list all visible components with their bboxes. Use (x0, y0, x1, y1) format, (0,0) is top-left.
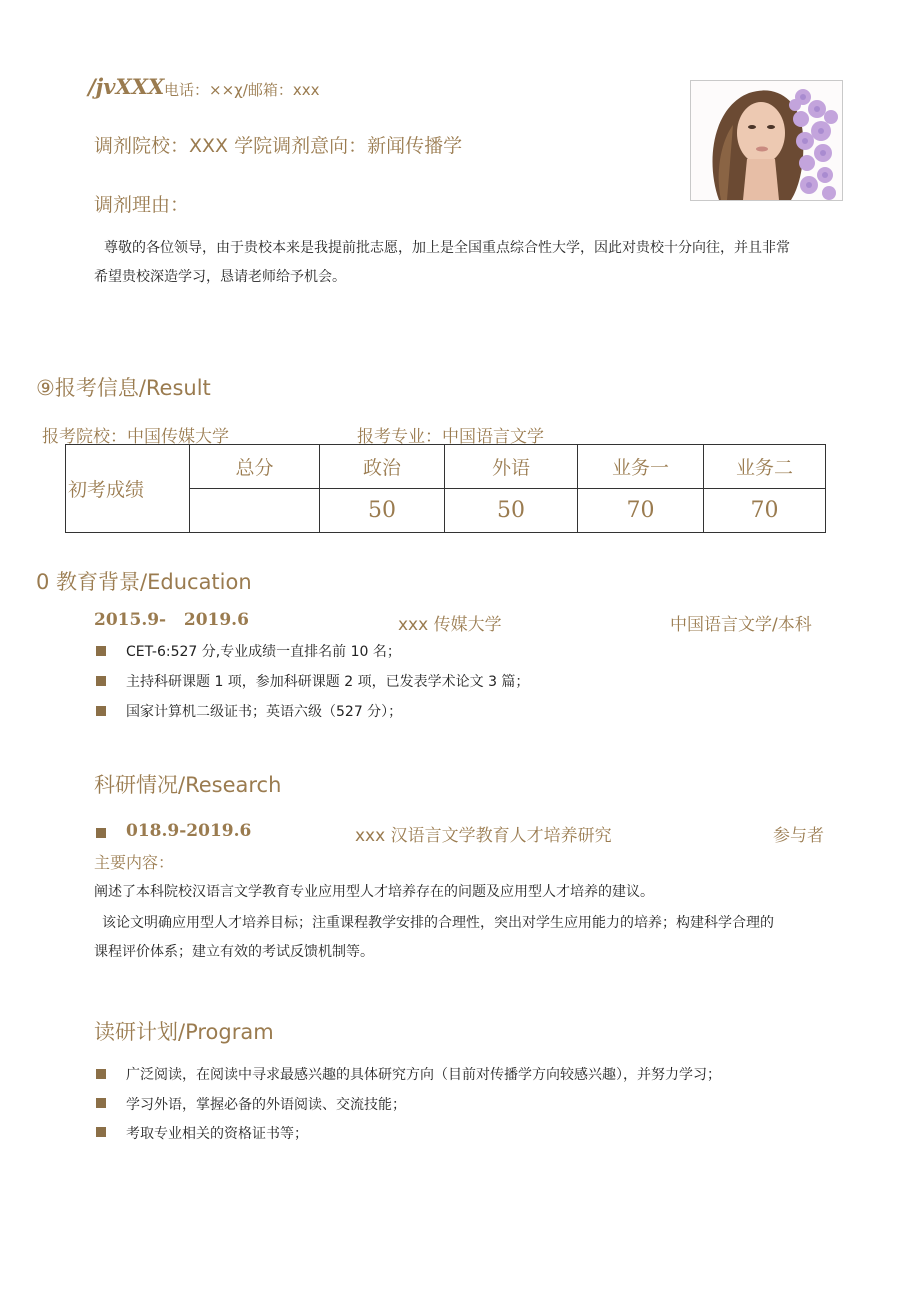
education-school: xxx 传媒大学 (398, 615, 502, 635)
research-text-2: 该论文明确应用型人才培养目标；注重课程教学安排的合理性，突出对学生应用能力的培养；构建科学合理的 (102, 915, 774, 931)
research-content-label: 主要内容： (94, 853, 175, 872)
bullet-icon (96, 706, 106, 716)
bullet-icon (96, 1098, 106, 1108)
candidate-name: /jvXXX (88, 74, 165, 99)
transfer-reason-text-1: 尊敬的各位领导，由于贵校本来是我提前批志愿，加上是全国重点综合性大学，因此对贵校十分向往，并且非常 (104, 240, 790, 256)
research-project: xxx 汉语言文学教育人才培养研究 (355, 826, 612, 846)
score-row-label: 初考成绩 (66, 445, 190, 533)
score-header-subject-2: 业务二 (704, 445, 826, 489)
exam-major: 报考专业：中国语言文学 (357, 427, 544, 447)
education-degree: 中国语言文学/本科 (670, 615, 812, 635)
bullet-icon (96, 676, 106, 686)
program-item: 广泛阅读，在阅读中寻求最感兴趣的具体研究方向（目前对传播学方向较感兴趣），并努力学习； (126, 1067, 721, 1083)
program-item: 考取专业相关的资格证书等； (126, 1126, 308, 1142)
research-text-1: 阐述了本科院校汉语言文学教育专业应用型人才培养存在的问题及应用型人才培养的建议。 (94, 884, 654, 900)
education-section-title: 0 教育背景/Education (36, 570, 252, 594)
program-item: 学习外语，掌握必备的外语阅读、交流技能； (126, 1097, 406, 1113)
exam-school: 报考院校：中国传媒大学 (42, 427, 229, 447)
score-header-language: 外语 (445, 445, 578, 489)
score-header-subject-1: 业务一 (578, 445, 704, 489)
bullet-icon (96, 828, 106, 838)
research-text-3: 课程评价体系；建立有效的考试反馈机制等。 (94, 944, 374, 960)
bullet-icon (96, 1127, 106, 1137)
research-period: 018.9-2019.6 (126, 821, 252, 841)
education-period: 2015.9- 2019.6 (94, 610, 249, 630)
score-value-language: 50 (445, 489, 578, 533)
bullet-icon (96, 646, 106, 656)
transfer-reason-text-2: 希望贵校深造学习，恳请老师给予机会。 (94, 269, 346, 285)
profile-photo (690, 80, 843, 201)
score-table (65, 444, 826, 533)
score-value-politics: 50 (320, 489, 445, 533)
research-role: 参与者 (773, 826, 824, 846)
education-item: CET-6:527 分,专业成绩一直排名前 10 名； (126, 644, 401, 660)
score-table-header-row (66, 445, 826, 489)
exam-section-title: ⑨报考信息/Result (36, 376, 211, 400)
score-value-subject-2: 70 (704, 489, 826, 533)
score-value-total (190, 489, 320, 533)
score-header-politics: 政治 (320, 445, 445, 489)
program-section-title: 读研计划/Program (94, 1020, 274, 1044)
score-value-subject-1: 70 (578, 489, 704, 533)
education-item: 国家计算机二级证书；英语六级（527 分）； (126, 704, 403, 720)
transfer-reason-title: 调剂理由： (94, 194, 190, 216)
transfer-line: 调剂院校：XXX 学院调剂意向：新闻传播学 (94, 135, 463, 157)
research-section-title: 科研情况/Research (94, 773, 282, 797)
score-header-total: 总分 (190, 445, 320, 489)
portrait-image (691, 81, 842, 200)
contact-info: 电话：××χ/邮箱：xxx (164, 81, 320, 99)
education-item: 主持科研课题 1 项，参加科研课题 2 项，已发表学术论文 3 篇； (126, 674, 530, 690)
bullet-icon (96, 1069, 106, 1079)
